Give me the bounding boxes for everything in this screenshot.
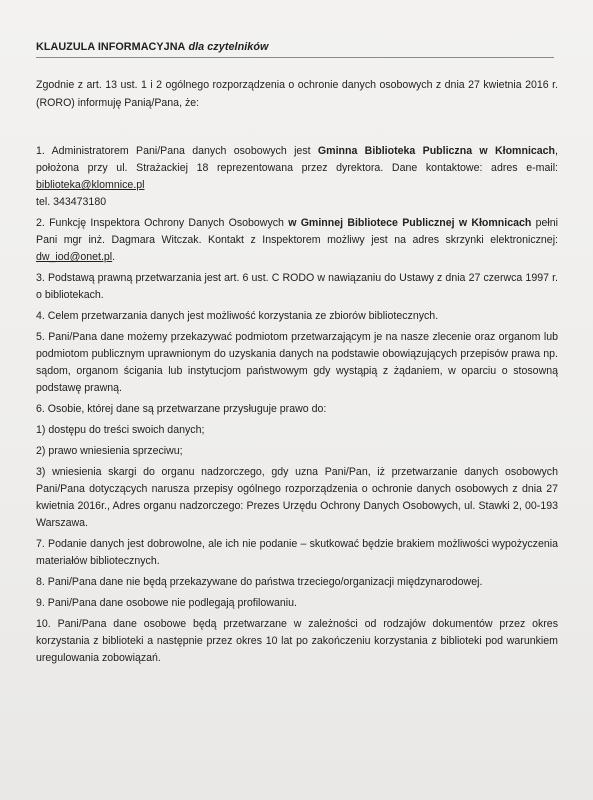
admin-email-link[interactable]: biblioteka@klomnice.pl: [36, 179, 145, 191]
clause-1-pre: 1. Administratorem Pani/Pana danych osobowych jest: [36, 145, 318, 157]
clause-2: [36, 215, 558, 266]
clause-8: 8. Pani/Pana dane nie będą przekazywane do państwa trzeciego/organizacji międzynarodowej.: [36, 576, 483, 588]
clause-7: 7. Podanie danych jest dobrowolne, ale ich nie podanie – skutkować będzie brakiem możliwości wypożyczenia materiałów bibliotecznych.: [36, 538, 558, 567]
intro-paragraph: Zgodnie z art. 13 ust. 1 i 2 ogólnego rozporządzenia o ochronie danych osobowych z dnia 27 kwietnia 2016 r. (RORO) informuję Panią/Pana, że:: [36, 79, 558, 109]
clause-1-bold: Gminna Biblioteka Publiczna w Kłomnicach: [317, 145, 556, 157]
iod-email-link[interactable]: dw_iod@onet.pl: [36, 251, 113, 263]
clause-2-post: .: [112, 251, 116, 263]
clause-2-mid: pełni Pani mgr inż. Dagmara Witczak. Kontakt z Inspektorem możliwy jest na adres skrzynki elektronicznej:: [36, 217, 559, 246]
clause-1-phone: tel. 343473180: [36, 196, 107, 208]
clause-2-bold: w Gminnej Bibliotece Publicznej w Kłomnicach: [288, 217, 532, 229]
clause-5: 5. Pani/Pana dane możemy przekazywać podmiotom przetwarzającym je na nasze zlecenie oraz organom lub podmiotom publicznym uprawnionym do uzyskania danych na podstawie obowiązujących przepisów prawa np. sądom, organom ścigania lub instytucjom państwowym gdy wystąpią z żądaniem, w oparciu o stosowną podstawę prawną.: [36, 331, 558, 394]
clause-1: [36, 143, 558, 211]
title-italic: dla czytelników: [185, 41, 269, 53]
clause-6-3: 3) wniesienia skargi do organu nadzorczego, gdy uzna Pani/Pan, iż przetwarzanie danych osobowych Pani/Pana dotyczących narusza przepisy ogólnego rozporządzenia o ochronie danych osobowych z dnia 27 kwietnia 2016r., Adres organu nadzorczego: Prezes Urzędu Ochrony Danych Osobowych, ul. Stawki 2, 00-193 Warszawa.: [36, 466, 558, 529]
document-title: [36, 40, 554, 58]
clause-6: 6. Osobie, której dane są przetwarzane przysługuje prawo do:: [36, 403, 327, 415]
clause-list: [36, 143, 558, 671]
clause-3: 3. Podstawą prawną przetwarzania jest art. 6 ust. C RODO w nawiązaniu do Ustawy z dnia 27 czerwca 1997 r. o bibliotekach.: [36, 272, 558, 301]
clause-6-2: 2) prawo wniesienia sprzeciwu;: [36, 445, 183, 457]
clause-9: 9. Pani/Pana dane osobowe nie podlegają profilowaniu.: [36, 597, 297, 609]
clause-1-mid: , położona przy ul. Strażackiej 18 reprezentowana przez dyrektora. Dane kontaktowe: adres e-mail:: [36, 145, 558, 174]
clause-2-pre: 2. Funkcję Inspektora Ochrony Danych Osobowych: [36, 217, 289, 229]
clause-6-1: 1) dostępu do treści swoich danych;: [36, 424, 205, 436]
clause-10: 10. Pani/Pana dane osobowe będą przetwarzane w zależności od rodzajów dokumentów przez okres korzystania z biblioteki a następnie przez okres 10 lat po zakończeniu korzystania z biblioteki pod warunkiem uregulowania zobowiązań.: [36, 618, 558, 664]
clause-4: 4. Celem przetwarzania danych jest możliwość korzystania ze zbiorów bibliotecznych.: [36, 310, 439, 322]
title-bold: KLAUZULA INFORMACYJNA: [36, 41, 186, 53]
